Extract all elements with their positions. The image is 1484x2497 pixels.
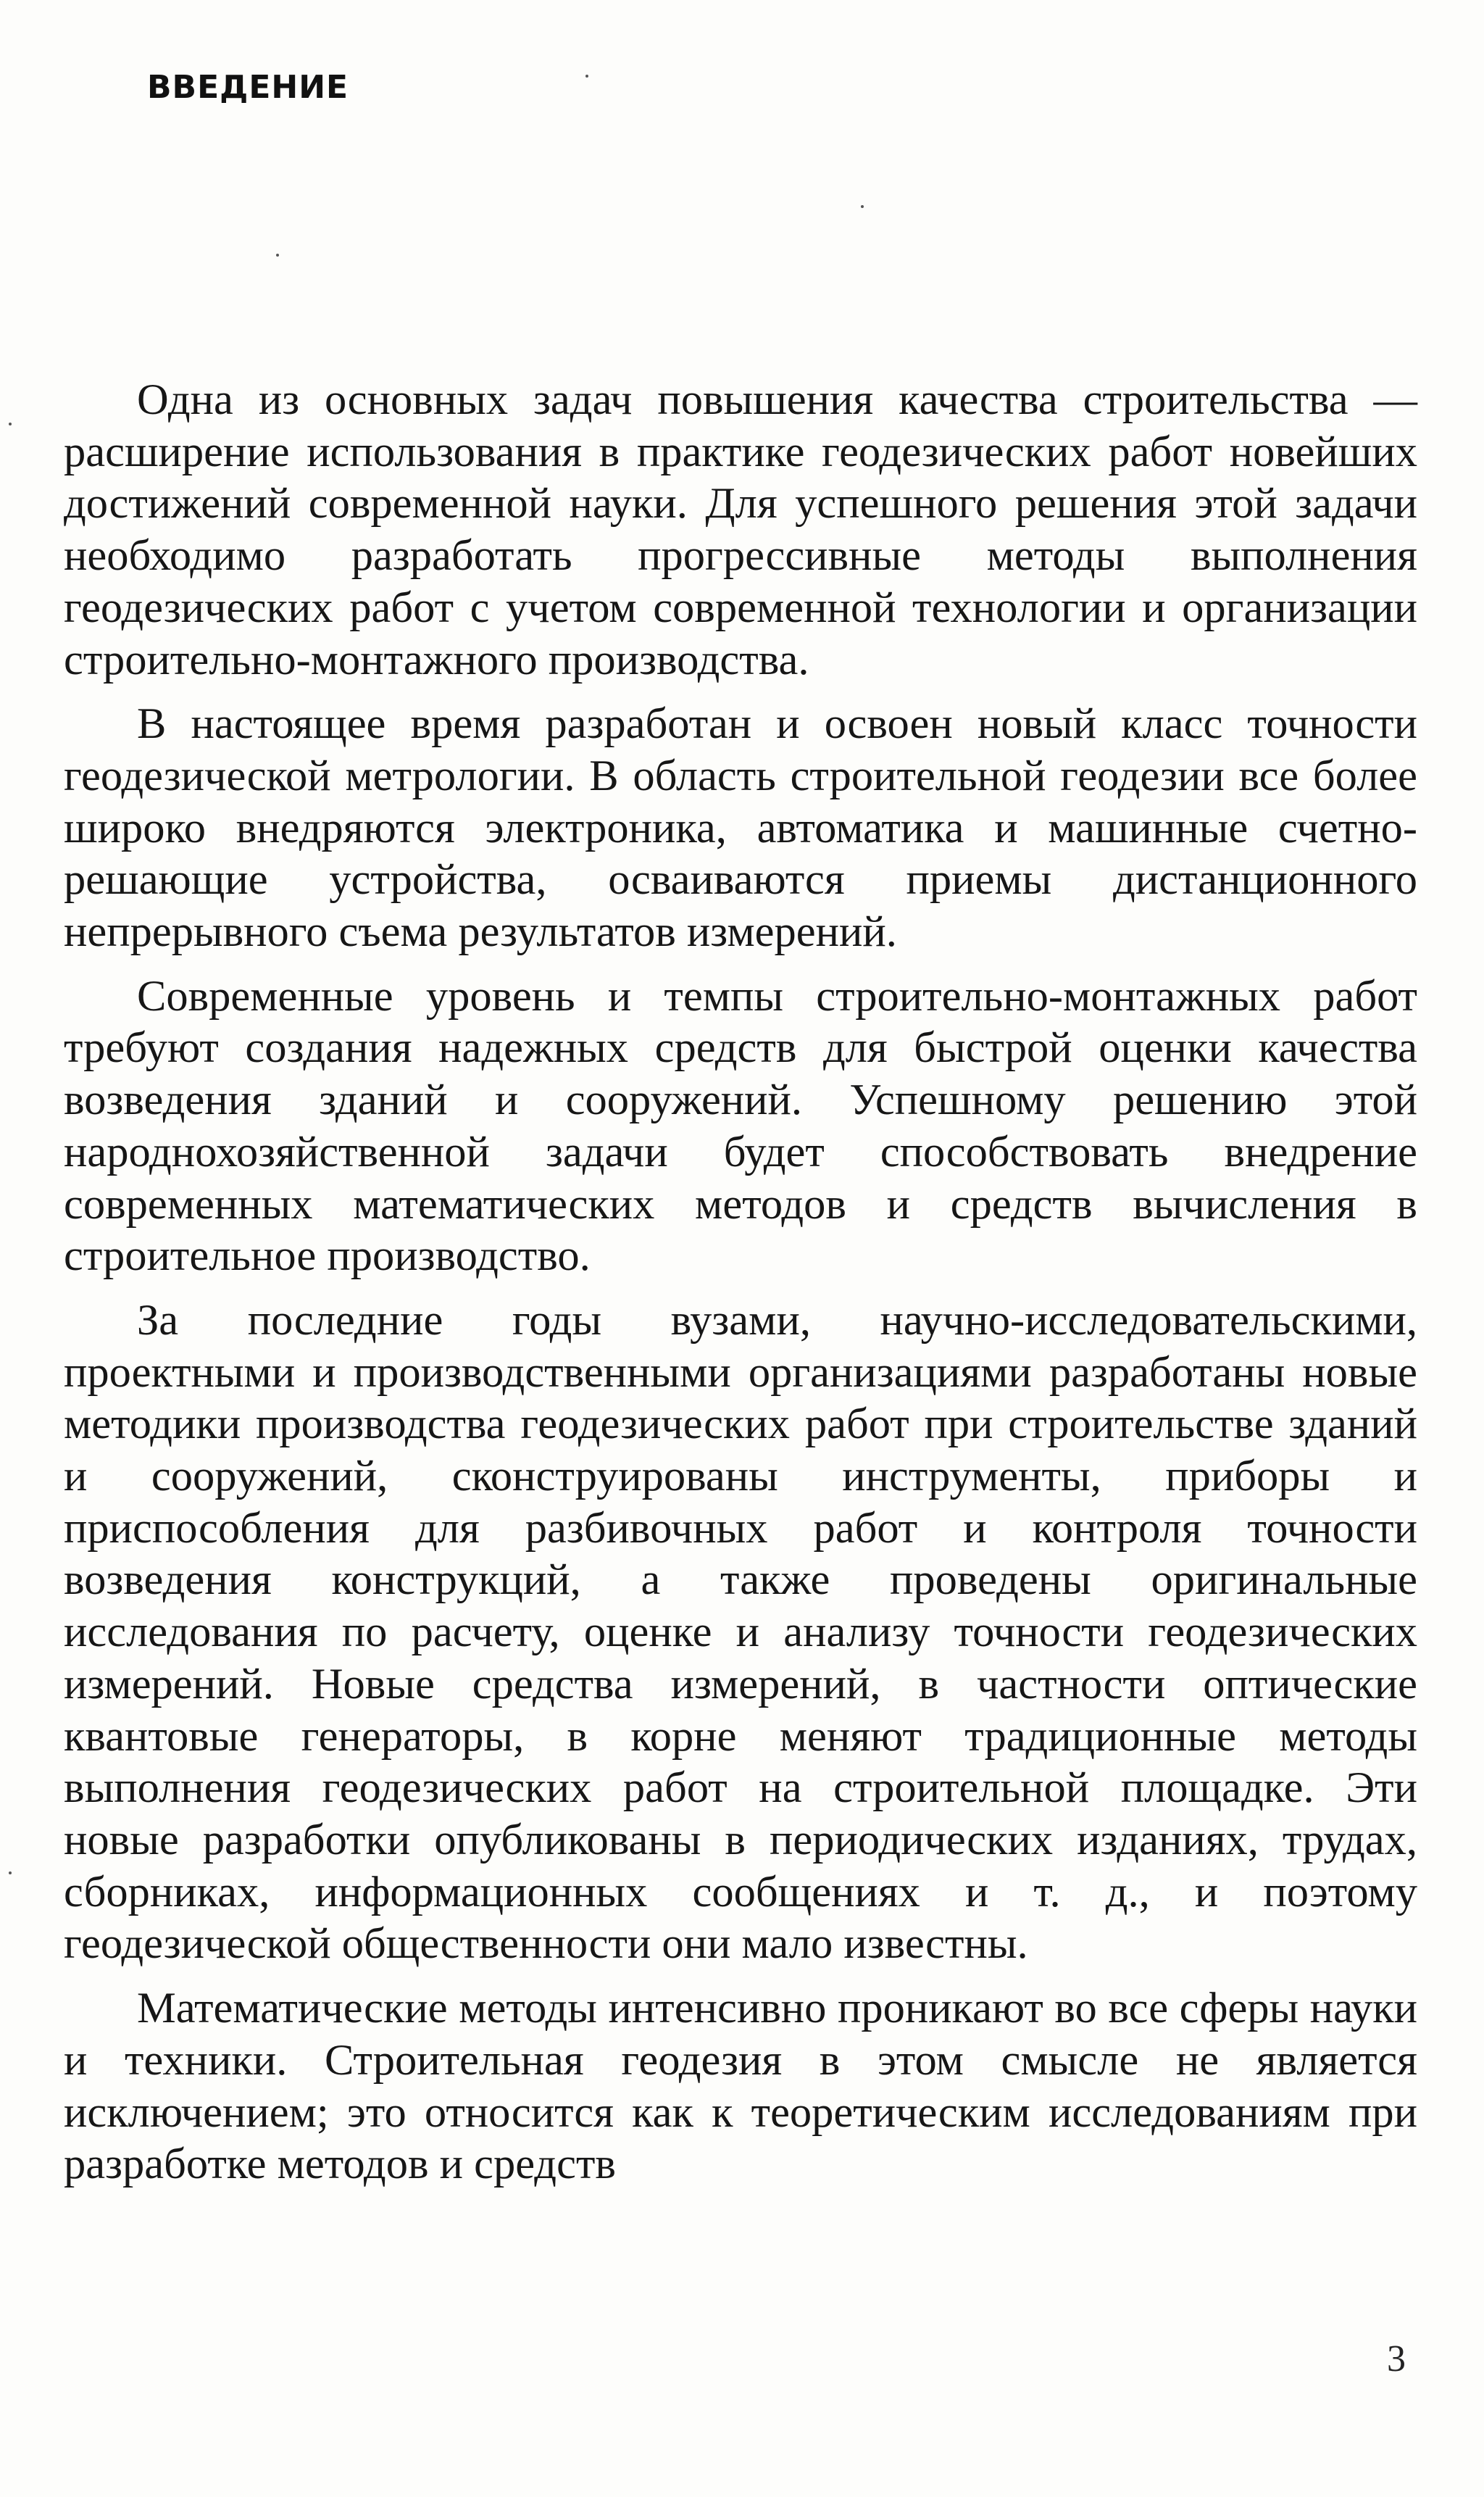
dust-speck (9, 423, 12, 425)
paragraph: Одна из основных задач повышения качества строительства — расширение использования в практике геодезических работ новейших достижений современной науки. Для успешного решения этой задачи необходимо разработать прогрессивные методы выполнения геодезических работ с учетом современной технологии и организации строительно-монтажного производства. (64, 375, 1417, 684)
section-title: ВВЕДЕНИЕ (147, 69, 349, 106)
paragraph: За последние годы вузами, научно-исследовательскими, проектными и производственными организациями разработаны новые методики производства геодезических работ при строительстве зданий и сооружений, сконструированы инструменты, приборы и приспособления для разбивочных работ и контроля точности возведения конструкций, а также проведены оригинальные исследования по расчету, оценке и анализу точности геодезических измерений. Новые средства измерений, в частности оптические квантовые генераторы, в корне меняют традиционные методы выполнения геодезических работ на строительной площадке. Эти новые разработки опубликованы в периодических изданиях, трудах, сборниках, информационных сообщениях и т. д., и поэтому геодезической общественности они мало известны. (64, 1295, 1417, 1969)
paragraph: Современные уровень и темпы строительно-монтажных работ требуют создания надежных средств для быстрой оценки качества возведения зданий и сооружений. Успешному решению этой народнохозяйственной задачи будет способствовать внедрение современных математических методов и средств вычисления в строительное производство. (64, 971, 1417, 1281)
paragraph: В настоящее время разработан и освоен новый класс точности геодезической метрологии. В область строительной геодезии все более широко внедряются электроника, автоматика и машинные счетно-решающие устройства, осваиваются приемы дистанционного непрерывного съема результатов измерений. (64, 699, 1417, 957)
dust-speck (9, 1871, 12, 1874)
dust-speck (585, 75, 588, 78)
paragraph: Математические методы интенсивно проникают во все сферы науки и техники. Строительная геодезия в этом смысле не является исключением; это относится как к теоретическим исследованиям при разработке методов и средств (64, 1984, 1417, 2189)
dust-speck (861, 205, 864, 208)
dust-speck (276, 254, 279, 257)
body-text (64, 374, 1417, 2190)
page-number: 3 (1387, 2338, 1406, 2380)
